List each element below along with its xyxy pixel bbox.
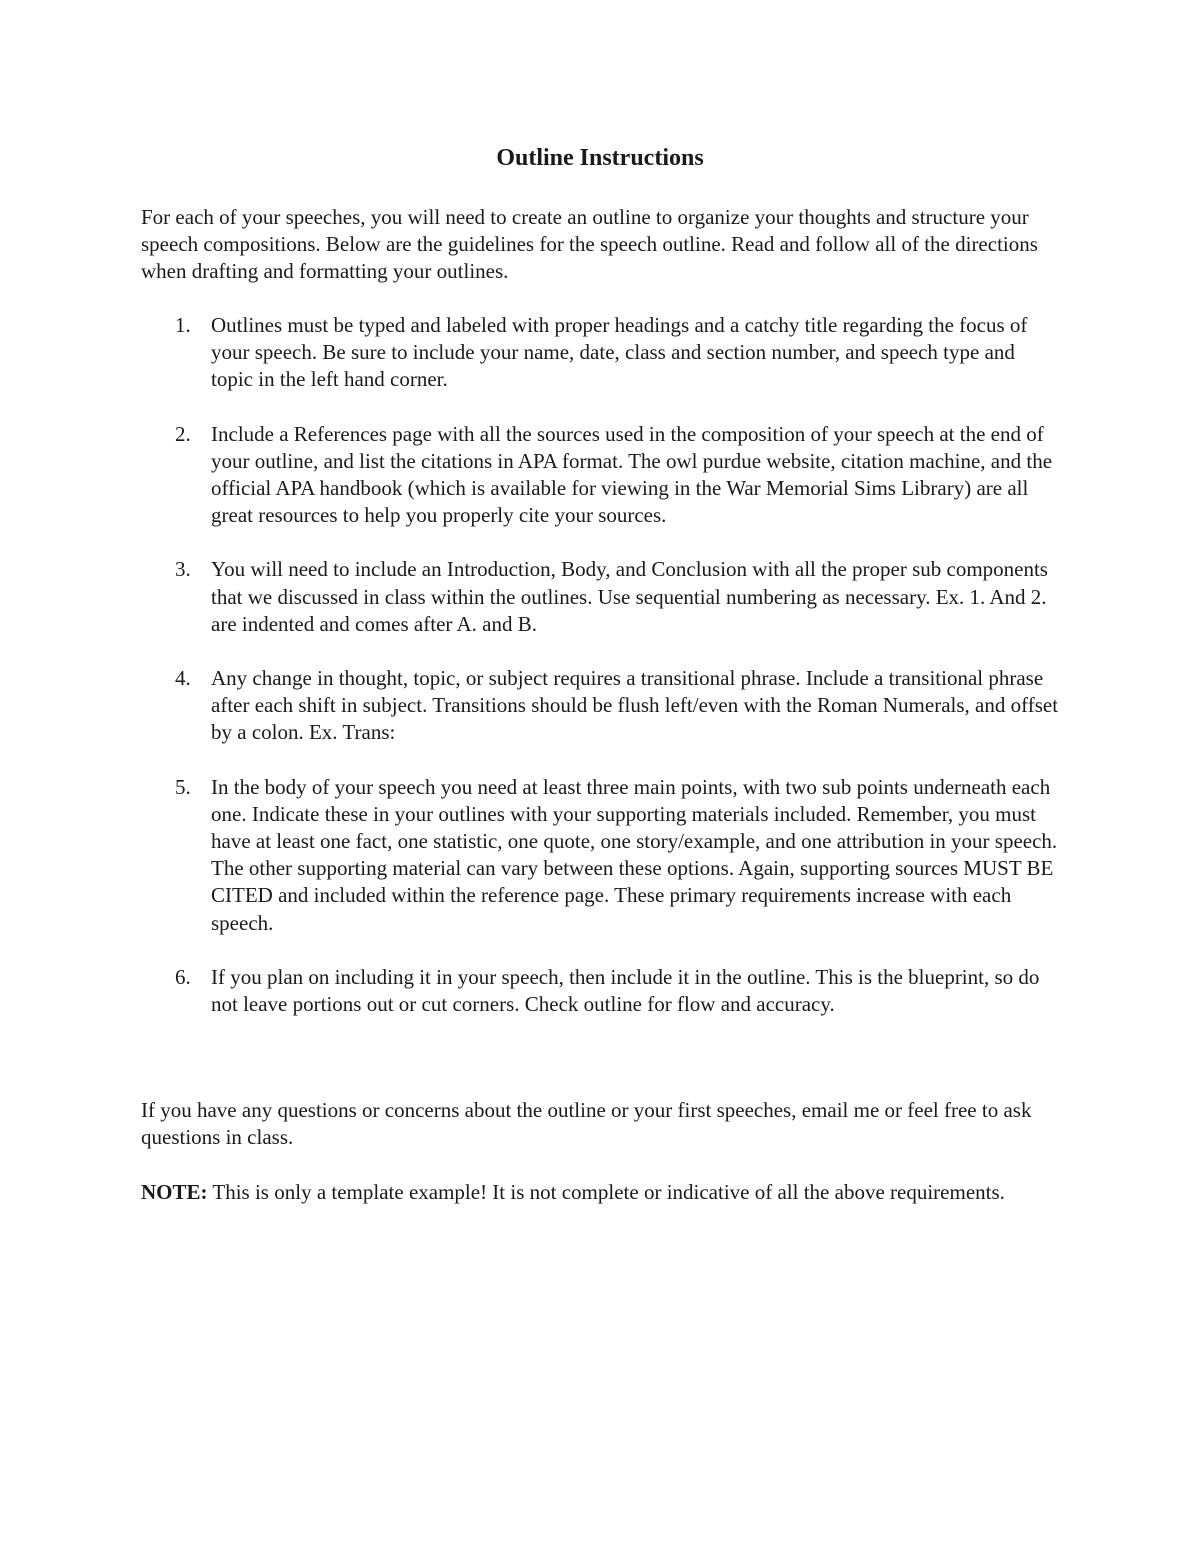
requirement-item: [141, 312, 1061, 394]
requirement-text: Any change in thought, topic, or subject requires a transitional phrase. Include a transitional phrase after each shift in subject. Transitions should be flush left/even with the Roman Numerals, and offset by a colon. Ex. Trans:: [211, 666, 1059, 745]
requirement-text: Include a References page with all the sources used in the composition of your speech at the end of your outline, and list the citations in APA format. The owl purdue website, citation machine, and the official APA handbook (which is available for viewing in the War Memorial Sims Library) are all great resources to help you properly cite your sources.: [211, 421, 1053, 528]
requirement-item: [141, 421, 1061, 530]
requirement-number: 6.: [175, 964, 191, 989]
requirement-item: [141, 964, 1061, 1018]
requirement-text: You will need to include an Introduction, Body, and Conclusion with all the proper sub components that we discussed in class within the outlines. Use sequential numbering as necessary. Ex. 1. And 2. are indented and comes after A. and B.: [211, 557, 1048, 636]
note-text: This is only a template example! It is not complete or indicative of all the above requirements.: [212, 1180, 1005, 1204]
note-label: NOTE:: [141, 1180, 208, 1204]
requirements-list: [141, 312, 1061, 1045]
note-paragraph: [141, 1179, 1061, 1206]
intro-paragraph: For each of your speeches, you will need to create an outline to organize your thoughts and structure your speech compositions. Below are the guidelines for the speech outline. Read and follow all of the directions when drafting and formatting your outlines.: [141, 205, 1038, 284]
requirement-text: Outlines must be typed and labeled with proper headings and a catchy title regarding the focus of your speech. Be sure to include your name, date, class and section number, and speech type and topic in the left hand corner.: [211, 313, 1028, 392]
requirement-number: 3.: [175, 557, 191, 582]
requirement-number: 2.: [175, 421, 191, 446]
requirement-number: 5.: [175, 774, 191, 799]
requirement-number: 4.: [175, 666, 191, 691]
requirement-item: [141, 665, 1061, 747]
requirement-number: 1.: [175, 313, 191, 337]
requirement-item: [141, 774, 1061, 937]
requirement-text: In the body of your speech you need at least three main points, with two sub points underneath each one. Indicate these in your outlines with your supporting materials included. Remember, you must have at least one fact, one statistic, one quote, one story/example, and one attribution in your speech. The other supporting material can vary between these options. Again, supporting sources MUST BE CITED and included within the reference page. These primary requirements increase with each speech.: [211, 774, 1058, 935]
requirement-text: If you plan on including it in your speech, then include it in the outline. This is the blueprint, so do not leave portions out or cut corners. Check outline for flow and accuracy.: [211, 964, 1040, 1017]
requirement-item: [141, 556, 1061, 638]
closing-paragraph: If you have any questions or concerns about the outline or your first speeches, email me or feel free to ask questions in class.: [141, 1098, 1032, 1150]
page-title: Outline Instructions: [496, 145, 704, 171]
